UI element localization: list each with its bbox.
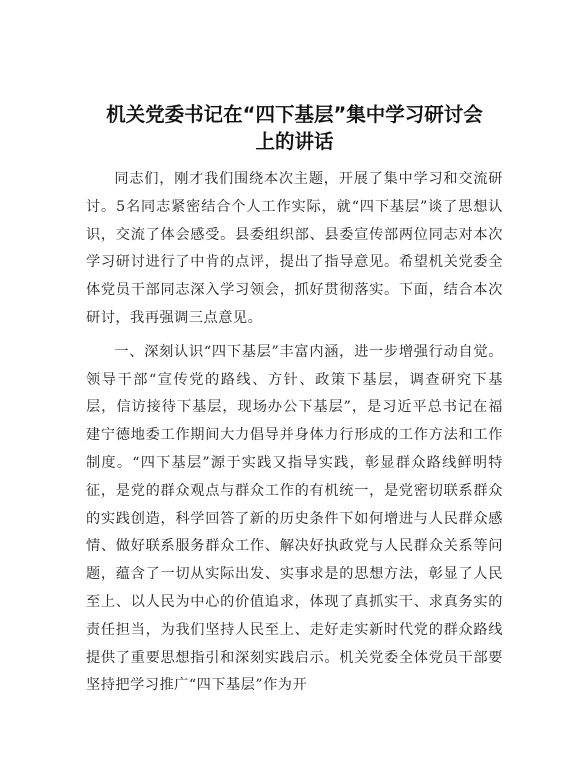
paragraph-section-one: 一、深刻认识“四下基层”丰富内涵，进一步增强行动自觉。领导干部“宣传党的路线、方针、政策下基层，调查研究下基层，信访接待下基层，现场办公下基层”，是习近平总书记在福建宁德地委工作期间大力倡导并身体力行形成的工作方法和工作制度。“四下基层”源于实践又指导实践，彰显群众路线鲜明特征，是党的群众观点与群众工作的有机统一，是党密切联系群众的实践创造，科学回答了新的历史条件下如何增进与人民群众感情、做好联系服务群众工作、解决好执政党与人民群众关系等问题，蕴含了一切从实际出发、实事求是的思想方法，彰显了人民至上、以人民为中心的价值追求，体现了真抓实干、求真务实的责任担当，为我们坚持人民至上、走好走实新时代党的群众路线提供了重要思想指引和深刻实践启示。机关党委全体党员干部要坚持把学习推广“四下基层”作为开 bbox=[86, 343, 503, 694]
title-line-2: 上的讲话 bbox=[255, 130, 334, 153]
speech-body bbox=[86, 166, 503, 700]
paragraph-opening: 同志们，刚才我们围绕本次主题，开展了集中学习和交流研讨。5名同志紧密结合个人工作实际，就“四下基层”谈了思想认识，交流了体会感受。县委组织部、县委宣传部两位同志对本次学习研讨进行了中肯的点评，提出了指导意见。希望机关党委全体党员干部同志深入学习领会，抓好贯彻落实。下面，结合本次研讨，我再强调三点意见。 bbox=[86, 171, 503, 326]
title-line-1: 机关党委书记在“四下基层”集中学习研讨会 bbox=[106, 103, 483, 126]
page-title bbox=[86, 101, 503, 155]
